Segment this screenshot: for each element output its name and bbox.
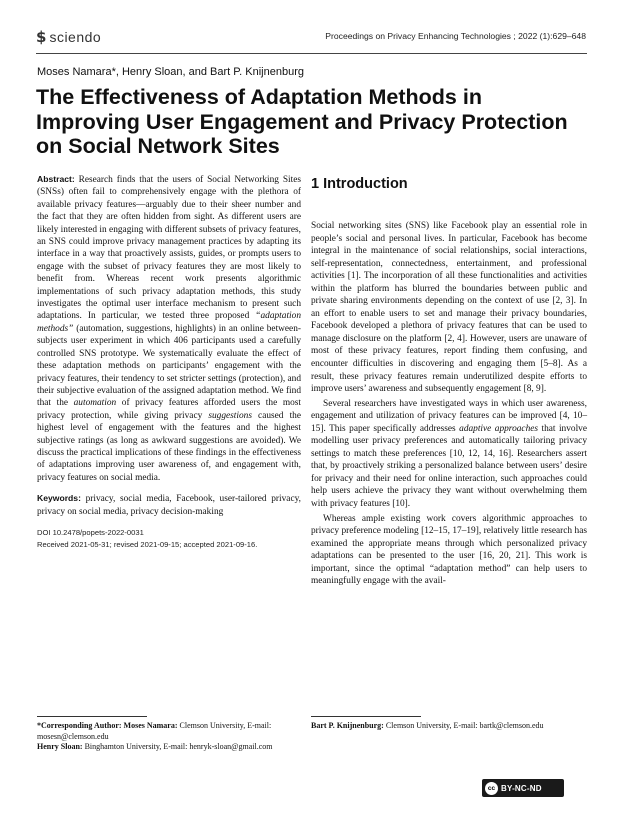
author-list: Moses Namara*, Henry Sloan, and Bart P. Knijnenburg bbox=[37, 66, 304, 78]
abstract-label: Abstract: bbox=[37, 174, 75, 184]
journal-citation: Proceedings on Privacy Enhancing Technologies ; 2022 (1):629–648 bbox=[325, 31, 586, 41]
creative-commons-icon: cc bbox=[485, 782, 498, 795]
footnote-label: Henry Sloan: bbox=[37, 742, 83, 752]
doi: DOI 10.2478/popets-2022-0031 bbox=[37, 527, 144, 537]
cc-license-badge[interactable] bbox=[482, 779, 564, 797]
footnote-second-author bbox=[37, 742, 301, 753]
intro-paragraph-1: Social networking sites (SNS) like Facebook play an essential role in people’s social and personal lives. In particular, Facebook has become integral in the maintenance of social relationships, social interactions, self-representation, connectedness, entertainment, and professional activities [1]. The incorporation of all these functionalities and activities within the platform has blurred the boundaries between public and private sharing environments depending on the context of use [2, 3]. In an effort to enable users to set and manage their privacy boundaries, Facebook developed a plethora of privacy features that can be used to manage disclosure on the platform [2, 4]. However, users are unaware of most of these privacy features, report finding them confusing, and encounter difficulties in discovering and engaging them [5–8]. As a result, these privacy features remain underutilized despite efforts to improve users’ awareness and subsequently engagement [8, 9]. bbox=[311, 221, 587, 395]
footnote-rule-left bbox=[37, 716, 147, 717]
footnote-rule-right bbox=[311, 716, 421, 717]
abstract-text-d: caused the highest level of engagement with the features and the highest subjective ratings (as long as awkward suggestions are avoided). We discuss the practical implications of these findings in the effectiveness of adaptations improving user awareness of, and engagement with, privacy features on social media. bbox=[37, 410, 301, 483]
header-rule bbox=[36, 53, 587, 54]
intro-paragraph-3: Whereas ample existing work covers algorithmic approaches to privacy preference modeling [12–15, 17–19], relatively little research has examined the appropriate means through which personalized privacy adaptations can be presented to the user [16, 20, 21]. This work is important, since the optimal “adaptation method” can help users to meaningfully engage with the avail- bbox=[311, 513, 587, 587]
footnotes-right bbox=[311, 721, 587, 732]
received-dates: Received 2021-05-31; revised 2021-09-15; accepted 2021-09-16. bbox=[37, 539, 258, 549]
keywords-text: privacy, social media, Facebook, user-tailored privacy, privacy on social media, privacy decision-making bbox=[37, 494, 301, 517]
footnote-label: Bart P. Knijnenburg: bbox=[311, 721, 384, 730]
footnote-third-author bbox=[311, 721, 587, 732]
footnote-text: Clemson University, E-mail: mosesn@clemson.edu bbox=[37, 721, 272, 741]
footnote-text: Binghamton University, E-mail: henryk-sloan@gmail.com bbox=[82, 742, 273, 752]
license-text: BY-NC-ND bbox=[501, 783, 542, 793]
right-column bbox=[311, 173, 587, 588]
footnote-text: Clemson University, E-mail: bartk@clemson.edu bbox=[383, 721, 544, 730]
footnotes-left bbox=[37, 721, 301, 753]
abstract-italic-b: automation bbox=[73, 398, 117, 409]
abstract-italic-a: “adaptation methods” bbox=[37, 311, 301, 334]
paper-title: The Effectiveness of Adaptation Methods in Improving User Engagement and Privacy Protection on Social Network Sites bbox=[36, 85, 568, 158]
intro-p2-italic: adaptive approaches bbox=[459, 423, 539, 434]
left-column bbox=[37, 173, 301, 550]
keywords-label: Keywords: bbox=[37, 493, 81, 504]
footnote-corresponding-author bbox=[37, 721, 301, 742]
keywords bbox=[37, 492, 301, 518]
section-title: 1 Introduction bbox=[311, 176, 408, 192]
intro-paragraph-2 bbox=[311, 398, 587, 511]
intro-p2-text-a: Several researchers have investigated ways in which user awareness, engagement and utilization of privacy features can be improved [4, 10–15]. This paper specifically addresses bbox=[311, 398, 587, 434]
abstract-text-b: (automation, suggestions, highlights) in an online between-subjects user experiment in which 406 participants used a carefully controlled SNS prototype. We systematically evaluate the effect of these adaptation methods on participants’ engagement with the privacy features, their tendency to set stricter settings (protection), and their subjective evaluation of the assigned adaptation method. We find that the bbox=[37, 323, 301, 409]
abstract-italic-c: suggestions bbox=[208, 410, 252, 421]
abstract bbox=[37, 173, 301, 484]
abstract-text-a: Research finds that the users of Social Networking Sites (SNSs) often fail to comprehensively engage with the plethora of available privacy features—arguably due to their sheer number and the fact that they are often hidden from sight. As different users are likely interested in engaging with different subsets of privacy features, an SNS could improve privacy management practices by adapting its interface in a way that proactively assists, guides, or prompts users to engage with the subset of privacy features they are most likely to benefit from. Whereas recent work presents algorithmic implementations of such privacy adaptation methods, this study investigates the optimal user interface mechanism to present such adaptations. In particular, we tested three proposed bbox=[37, 175, 301, 322]
publisher-name: sciendo bbox=[49, 29, 102, 45]
publisher-logo bbox=[36, 29, 101, 45]
intro-p2-text-b: that involve modelling user privacy preferences and automatically tailoring privacy settings to match these preferences [10, 12, 14, 16]. Researchers assert that, by proactively striking a personalized balance between users’ desire for privacy and their need for online interaction, such approaches could help users achieve the privacy they want without overwhelming them with privacy features [10]. bbox=[311, 423, 587, 510]
page-header bbox=[36, 29, 586, 49]
abstract-text-c: of privacy features afforded users the most privacy protection, while giving privacy bbox=[37, 398, 301, 421]
sciendo-logo-icon: $ bbox=[36, 28, 47, 46]
footnote-label: *Corresponding Author: Moses Namara: bbox=[37, 721, 178, 730]
